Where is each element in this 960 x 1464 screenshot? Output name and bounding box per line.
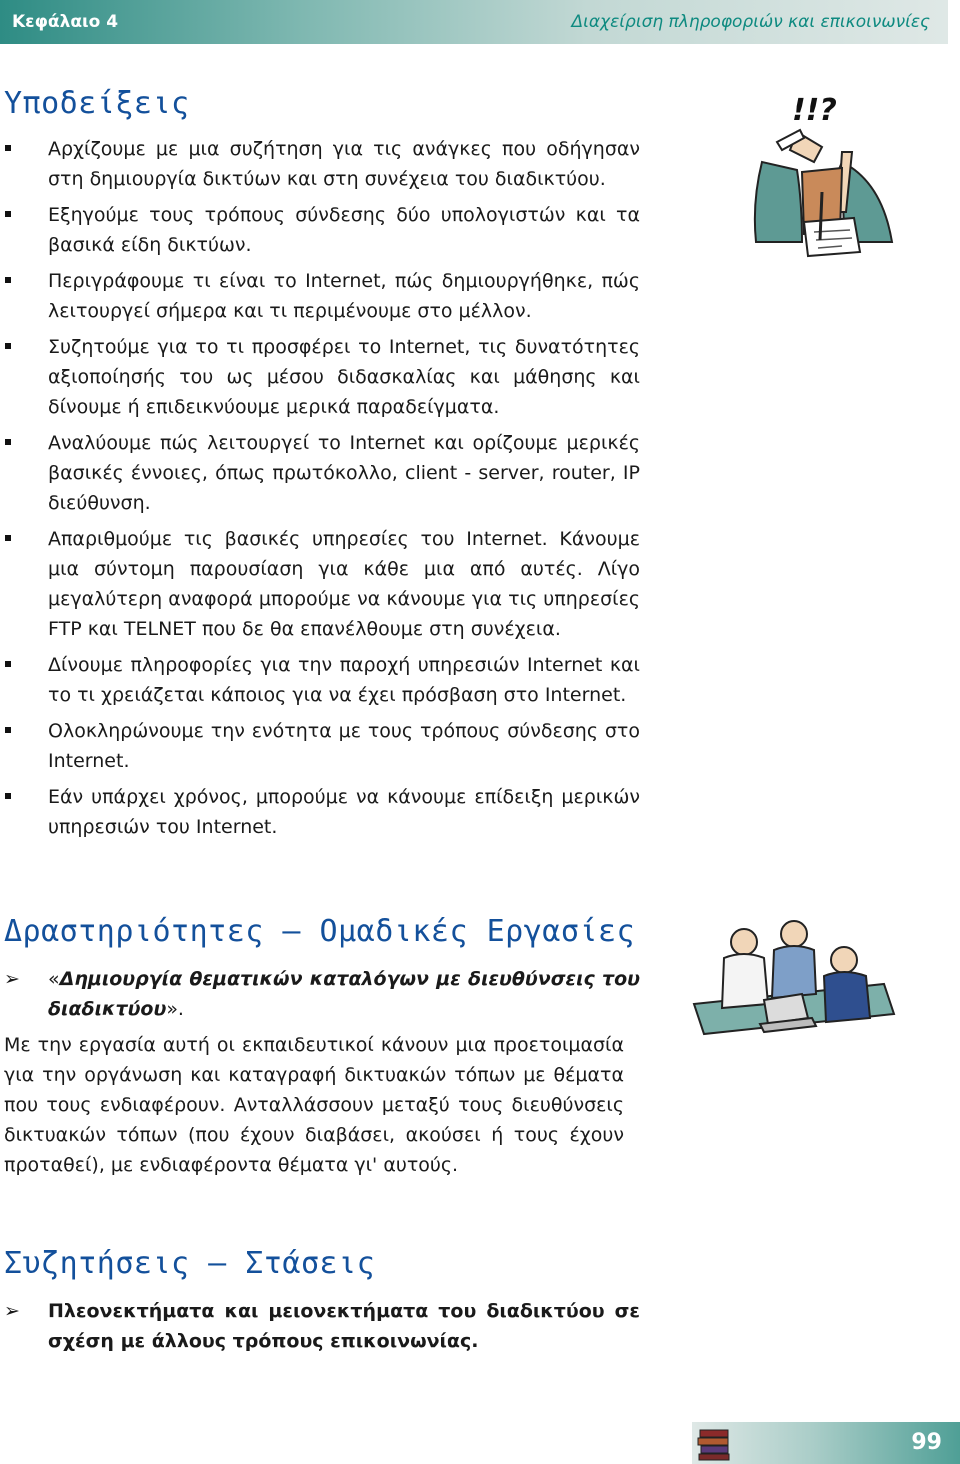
bullet-square-icon [5,439,11,445]
discussion-item: ➢ Πλεονεκτήματα και μειονεκτήματα του διαδικτύου σε σχέση με άλλους τρόπους επικοινωνίας. [0,1296,640,1356]
page-number: 99 [911,1430,942,1455]
activity-description: Με την εργασία αυτή οι εκπαιδευτικοί κάνουν μια προετοιμασία για την οργάνωση και καταγραφή δικτυακών τόπων με θέματα που τους ενδιαφέρουν. Ανταλλάσσουν μεταξύ τους διευθύνσεις δικτυακών τόπων (που έχουν διαβάσει, ακούσει ή τους έχουν προταθεί), με ενδιαφέροντα θέματα γι' αυτούς. [4,1034,624,1176]
list-item: Δίνουμε πληροφορίες για την παροχή υπηρεσιών Internet και το τι χρειάζεται κάποιος για να έχει πρόσβαση στο Internet. [0,650,640,710]
hints-heading: Υποδείξεις [4,86,190,121]
books-icon [696,1424,732,1462]
bullet-square-icon [5,535,11,541]
discussions-heading: Συζητήσεις – Στάσεις [4,1246,376,1281]
surprised-reader-illustration [742,92,902,262]
bullet-square-icon [5,661,11,667]
list-item: Εξηγούμε τους τρόπους σύνδεσης δύο υπολογιστών και τα βασικά είδη δικτύων. [0,200,640,260]
list-item: Ολοκληρώνουμε την ενότητα με τους τρόπους σύνδεσης στο Internet. [0,716,640,776]
chapter-title: Διαχείριση πληροφοριών και επικοινωνίες [571,12,930,32]
bullet-square-icon [5,145,11,151]
list-item: Αναλύουμε πώς λειτουργεί το Internet και ορίζουμε μερικές βασικές έννοιες, όπως πρωτόκολλο, client - server, router, IP διεύθυνση. [0,428,640,518]
page-header [0,0,948,44]
activities-heading: Δραστηριότητες – Ομαδικές Εργασίες [4,914,636,949]
arrow-bullet-icon: ➢ [4,1300,20,1322]
activity-item: ➢ «Δημιουργία θεματικών καταλόγων με διευθύνσεις του διαδικτύου». [0,964,640,1024]
hints-list [0,134,640,848]
list-item: Συζητούμε για το τι προσφέρει το Internet, τις δυνατότητες αξιοποίησής του ως μέσου διδασκαλίας και μάθησης και δίνουμε ή επιδεικνύουμε μερικά παραδείγματα. [0,332,640,422]
bullet-square-icon [5,727,11,733]
list-item: Αρχίζουμε με μια συζήτηση για τις ανάγκες που οδήγησαν στη δημιουργία δικτύων και στη συνέχεια του διαδικτύου. [0,134,640,194]
arrow-bullet-icon: ➢ [4,968,20,990]
list-item: Περιγράφουμε τι είναι το Internet, πώς δημιουργήθηκε, πώς λειτουργεί σήμερα και τι περιμένουμε στο μέλλον. [0,266,640,326]
activity-title: Δημιουργία θεματικών καταλόγων με διευθύνσεις του διαδικτύου [48,968,640,1020]
bullet-square-icon [5,277,11,283]
bullet-square-icon [5,793,11,799]
bullet-square-icon [5,211,11,217]
exclaim-mark-text: !!? [792,93,837,128]
list-item: Απαριθμούμε τις βασικές υπηρεσίες του Internet. Κάνουμε μια σύντομη παρουσίαση για κάθε μια από αυτές. Λίγο μεγαλύτερη αναφορά μπορούμε να κάνουμε για τις υπηρεσίες FTP και TELNET που δε θα επανέλθουμε στη συνέχεια. [0,524,640,644]
chapter-label: Κεφάλαιο 4 [12,12,119,32]
page-footer [692,1422,960,1464]
team-meeting-illustration [684,914,904,1040]
bullet-square-icon [5,343,11,349]
list-item: Εάν υπάρχει χρόνος, μπορούμε να κάνουμε επίδειξη μερικών υπηρεσιών του Internet. [0,782,640,842]
